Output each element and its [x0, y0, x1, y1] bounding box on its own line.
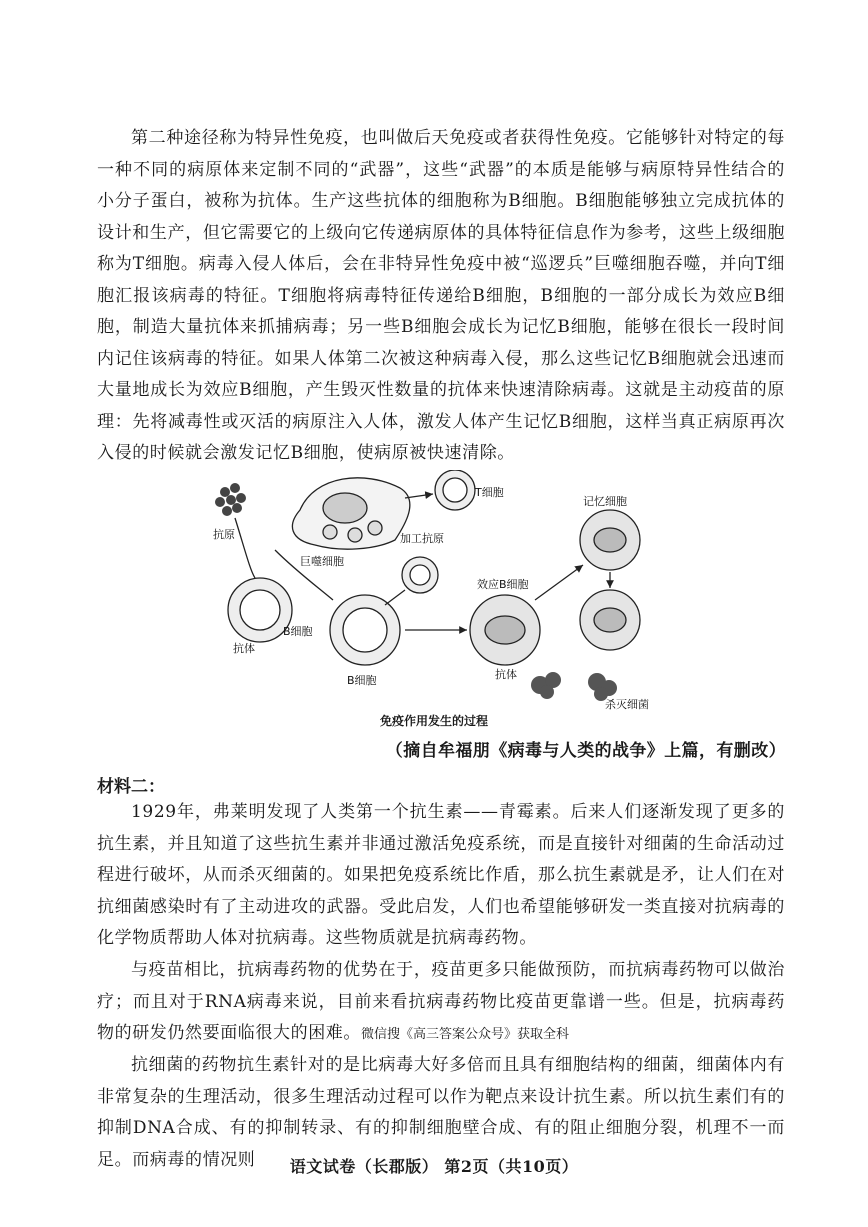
immune-process-figure	[205, 470, 655, 710]
label-b-cell-b: B细胞	[347, 674, 377, 687]
source-citation: （摘自牟福朋《病毒与人类的战争》上篇，有删改）	[385, 741, 786, 761]
paragraph-antiviral	[97, 955, 785, 1051]
label-antibody-b: 抗体	[495, 668, 517, 681]
paragraph-antibiotics: 1929年，弗莱明发现了人类第一个抗生素——青霉素。后来人们逐渐发现了更多的抗生素，并且知道了这些抗生素并非通过激活免疫系统，而是直接针对细菌的生命活动过程进行破坏，从而杀灭细菌的。如果把免疫系统比作盾，那么抗生素就是矛，让人们在对抗细菌感染时有了主动进攻的武器。受此启发，人们也希望能够研发一类直接对抗病毒的化学物质帮助人体对抗病毒。这些物质就是抗病毒药物。	[97, 802, 785, 948]
paragraph-bacteria-drugs: 抗细菌的药物抗生素针对的是比病毒大好多倍而且具有细胞结构的细菌，细菌体内有非常复杂的生理活动，很多生理活动过程可以作为靶点来设计抗生素。所以抗生素们有的抑制DNA合成、有的抑制转录、有的抑制细胞壁合成、有的阻止细胞分裂，机理不一而足。而病毒的情况则	[97, 1055, 785, 1170]
page-footer: 语文试卷（长郡版） 第2页（共10页）	[289, 1157, 579, 1176]
label-antibody-a: 抗体	[233, 642, 255, 655]
label-effector-b: 效应B细胞	[477, 578, 529, 591]
bacteria-cluster-icon	[531, 672, 617, 701]
label-antigen: 抗原	[213, 528, 235, 541]
label-kill-bacteria: 杀灭细菌	[605, 698, 649, 710]
label-t-cell: T细胞	[475, 486, 504, 499]
label-process-antigen: 加工抗原	[400, 532, 444, 545]
material-title: 材料二：	[97, 777, 165, 797]
label-b-cell-a: B细胞	[283, 625, 313, 638]
paragraph-immunity: 第二种途径称为特异性免疫，也叫做后天免疫或者获得性免疫。它能够针对特定的每一种不同的病原体来定制不同的“武器”，这些“武器”的本质是能够与病原特异性结合的小分子蛋白，被称为抗体。生产这些抗体的细胞称为B细胞。B细胞能够独立完成抗体的设计和生产，但它需要它的上级向它传递病原体的具体特征信息作为参考，这些上级细胞称为T细胞。病毒入侵人体后，会在非特异性免疫中被“巡逻兵”巨噬细胞吞噬，并向T细胞汇报该病毒的特征。T细胞将病毒特征传递给B细胞，B细胞的一部分成长为效应B细胞，制造大量抗体来抓捕病毒；另一些B细胞会成长为记忆B细胞，能够在很长一段时间内记住该病毒的特征。如果人体第二次被这种病毒入侵，那么这些记忆B细胞就会迅速而大量地成长为效应B细胞，产生毁灭性数量的抗体来快速清除病毒。这就是主动疫苗的原理：先将减毒性或灭活的病原注入人体，激发人体产生记忆B细胞，这样当真正病原再次入侵的时候就会激发记忆B细胞，使病原被快速清除。	[97, 128, 785, 463]
figure-caption: 免疫作用发生的过程	[379, 714, 488, 728]
label-memory-cell: 记忆细胞	[583, 495, 627, 508]
antigen-cluster-icon	[215, 483, 246, 516]
watermark-note: 微信搜《高三答案公众号》获取全科	[361, 1027, 570, 1042]
label-macrophage: 巨噬细胞	[300, 555, 344, 568]
paragraph-antiviral-text: 与疫苗相比，抗病毒药物的优势在于，疫苗更多只能做预防，而抗病毒药物可以做治疗；而且对于RNA病毒来说，目前来看抗病毒药物比疫苗更靠谱一些。但是，抗病毒药物的研发仍然要面临很大的困难。	[97, 960, 785, 1043]
